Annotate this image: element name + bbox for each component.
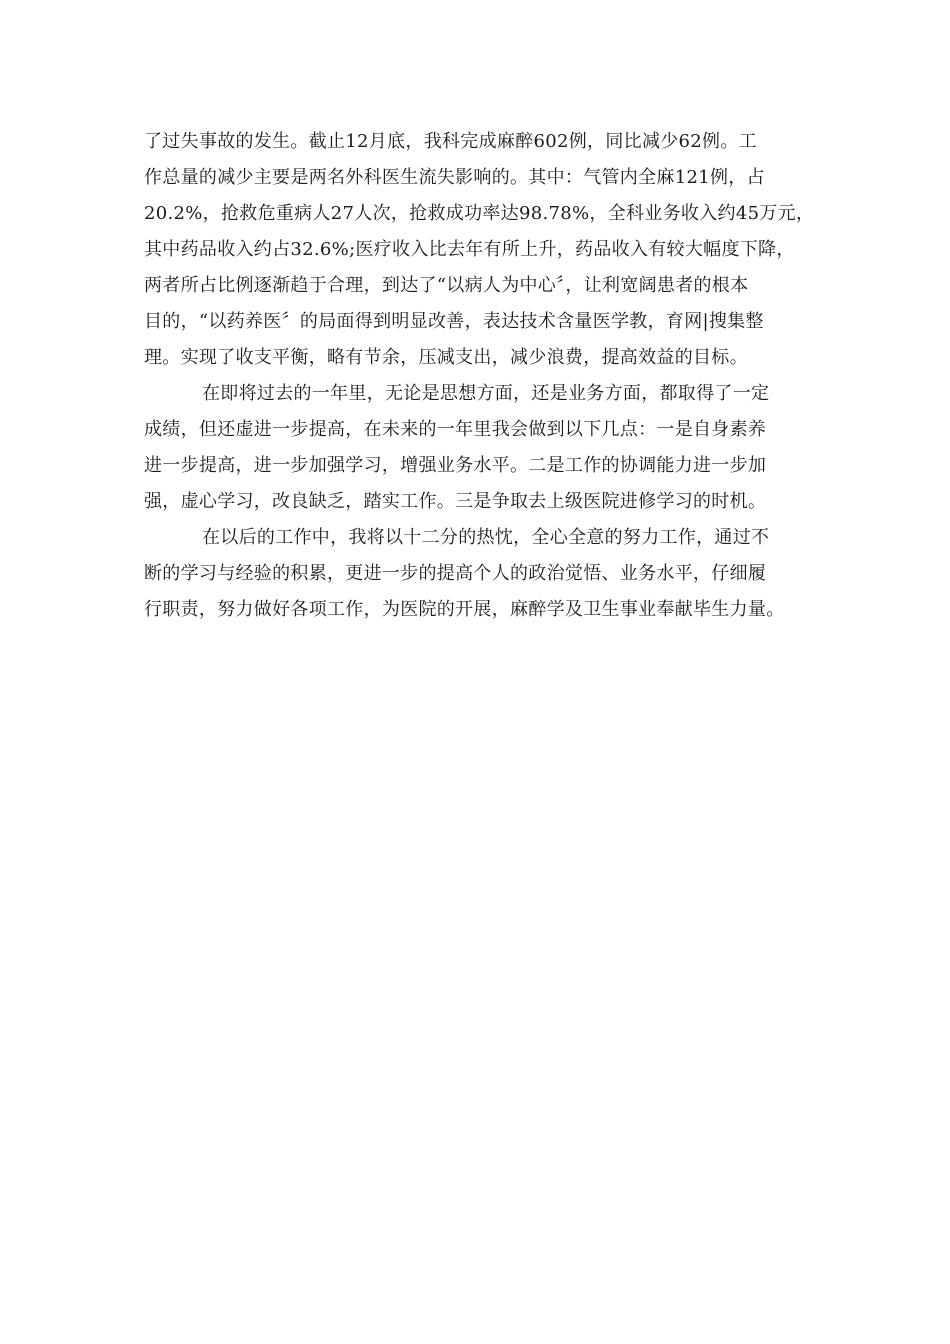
paragraph-line: 20.2%，抢救危重病人27人次，抢救成功率达98.78%，全科业务收入约45万元， <box>144 203 815 224</box>
paragraph-line: 作总量的减少主要是两名外科医生流失影响的。其中：气管内全麻121例，占 <box>144 167 765 188</box>
paragraph-2 <box>144 376 814 520</box>
paragraph-line: 理。实现了收支平衡，略有节余，压减支出，减少浪费，提高效益的目标。 <box>144 347 748 368</box>
paragraph-line: 在即将过去的一年里，无论是思想方面，还是业务方面，都取得了一定 <box>202 383 770 404</box>
paragraph-line: 行职责，努力做好各项工作，为医院的开展，麻醉学及卫生事业奉献毕生力量。 <box>144 599 785 620</box>
paragraph-1 <box>144 124 814 376</box>
paragraph-line: 进一步提高，进一步加强学习，增强业务水平。二是工作的协调能力进一步加 <box>144 455 767 476</box>
document-body <box>144 124 814 628</box>
paragraph-line: 两者所占比例逐渐趋于合理，到达了“以病人为中心〞，让利宽阔患者的根本 <box>144 275 749 296</box>
paragraph-line: 在以后的工作中，我将以十二分的热忱，全心全意的努力工作，通过不 <box>202 527 770 548</box>
paragraph-line: 断的学习与经验的积累，更进一步的提高个人的政治觉悟、业务水平，仔细履 <box>144 563 767 584</box>
paragraph-3 <box>144 520 814 628</box>
paragraph-line: 了过失事故的发生。截止12月底，我科完成麻醉602例，同比减少62例。工 <box>144 131 757 152</box>
paragraph-line: 其中药品收入约占32.6%;医疗收入比去年有所上升，药品收入有较大幅度下降， <box>144 239 795 260</box>
paragraph-line: 强，虚心学习，改良缺乏，踏实工作。三是争取去上级医院进修学习的时机。 <box>144 491 767 512</box>
paragraph-line: 成绩，但还虚进一步提高，在未来的一年里我会做到以下几点：一是自身素养 <box>144 419 767 440</box>
paragraph-line: 目的，“以药养医〞的局面得到明显改善，表达技术含量医学教，育网|搜集整 <box>144 311 764 332</box>
